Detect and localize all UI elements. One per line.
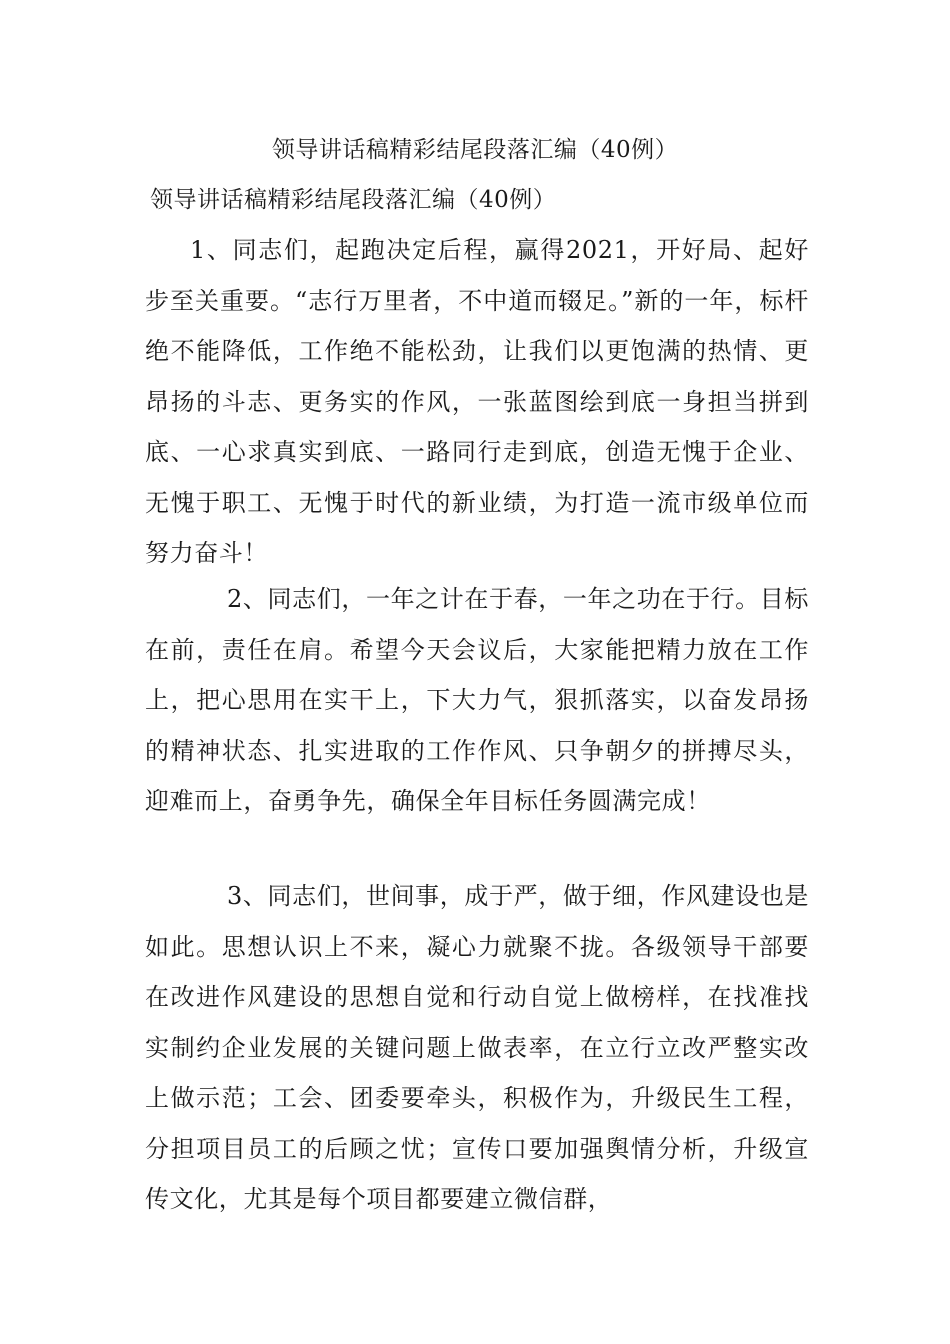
paragraph-3: 3、同志们，世间事，成于严，做于细，作风建设也是如此。思想认识上不来，凝心力就聚不拢。各级领导干部要在改进作风建设的思想自觉和行动自觉上做榜样，在找准找实制约企业发展的关键问题上做表率，在立行立改严整实改上做示范；工会、团委要牵头，积极作为，升级民生工程，分担项目员工的后顾之忧；宣传口要加强舆情分析，升级宣传文化，尤其是每个项目都要建立微信群， <box>145 882 809 1213</box>
document-header-title: 领导讲话稿精彩结尾段落汇编（40例） <box>271 137 679 163</box>
paragraph-1: 1、同志们，起跑决定后程，赢得2021，开好局、起好步至关重要。“志行万里者，不中道而辍足。”新的一年，标杆绝不能降低，工作绝不能松劲，让我们以更饱满的热情、更昂扬的斗志、更务实的作风，一张蓝图绘到底一身担当拼到底、一心求真实到底、一路同行走到底，创造无愧于企业、无愧于职工、无愧于时代的新业绩，为打造一流市级单位而努力奋斗！ <box>145 236 809 567</box>
paragraph-2: 2、同志们，一年之计在于春，一年之功在于行。目标在前，责任在肩。希望今天会议后，大家能把精力放在工作上，把心思用在实干上，下大力气，狠抓落实，以奋发昂扬的精神状态、扎实进取的工作作风、只争朝夕的拼搏尽头，迎难而上，奋勇争先，确保全年目标任务圆满完成！ <box>145 585 809 815</box>
document-sub-title: 领导讲话稿精彩结尾段落汇编（40例） <box>150 187 557 213</box>
